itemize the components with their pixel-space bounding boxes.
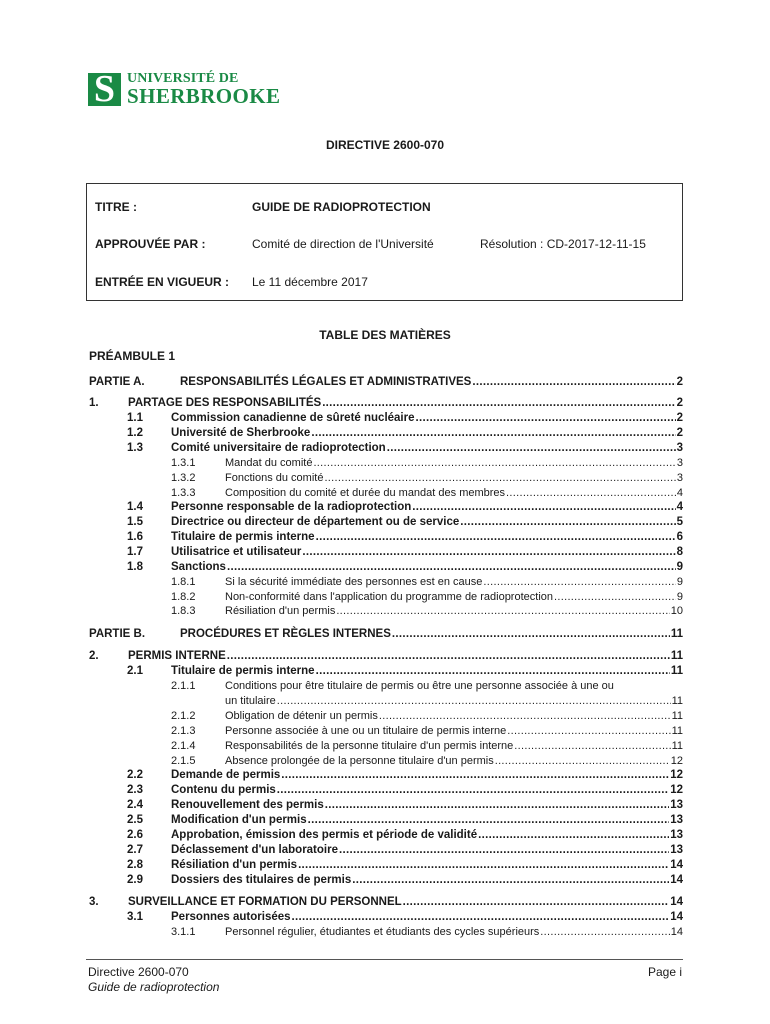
toc-entry xyxy=(89,896,683,910)
toc-dot-leader xyxy=(322,397,675,409)
titre-label: TITRE : xyxy=(95,200,137,214)
toc-entry-title: Conditions pour être titulaire de permis ou être une personne associée à une ou xyxy=(225,680,614,692)
toc-entry-page: 3 xyxy=(676,472,683,484)
toc-dot-leader xyxy=(311,427,675,439)
toc-entry xyxy=(127,427,683,441)
toc-entry xyxy=(127,814,683,828)
toc-entry xyxy=(89,628,683,642)
toc-dot-leader xyxy=(325,799,669,811)
toc-entry-title: Modification d'un permis xyxy=(171,814,307,826)
toc-entry xyxy=(171,457,683,471)
toc-entry-number: 1.3.2 xyxy=(171,472,196,484)
toc-dot-leader xyxy=(507,725,670,737)
toc-entry-number: 1.1 xyxy=(127,412,143,424)
toc-entry-title: PROCÉDURES ET RÈGLES INTERNES xyxy=(180,628,391,640)
toc-dot-leader xyxy=(277,784,669,796)
toc-entry-title: Contenu du permis xyxy=(171,784,276,796)
toc-entry xyxy=(127,412,683,426)
toc-entry-number: 2. xyxy=(89,650,99,662)
logo-mark: S xyxy=(88,73,121,106)
toc-dot-leader xyxy=(460,516,675,528)
toc-entry xyxy=(171,695,683,709)
approuvee-value: Comité de direction de l'Université xyxy=(252,237,434,251)
toc-dot-leader xyxy=(277,695,671,707)
toc-dot-leader xyxy=(379,710,671,722)
toc-entry-title: Personne responsable de la radioprotection xyxy=(171,501,412,513)
toc-entry-page: 9 xyxy=(676,561,683,573)
toc-entry-title: Titulaire de permis interne xyxy=(171,665,315,677)
toc-entry xyxy=(127,665,683,679)
toc-entry-title: Composition du comité et durée du mandat des membres xyxy=(225,487,506,499)
toc-entry-page: 14 xyxy=(670,874,683,886)
toc-entry-page: 4 xyxy=(676,501,683,513)
toc-entry-number: 1. xyxy=(89,397,99,409)
toc-dot-leader xyxy=(392,628,670,640)
toc-entry-page: 2 xyxy=(676,412,683,424)
toc-entry-number: PARTIE A. xyxy=(89,376,145,388)
toc-entry xyxy=(127,859,683,873)
toc-dot-leader xyxy=(292,911,670,923)
toc-entry xyxy=(127,784,683,798)
toc-entry-page: 11 xyxy=(670,628,683,640)
toc-entry-title: Personnel régulier, étudiantes et étudiants des cycles supérieurs xyxy=(225,926,540,938)
toc-entry-page: 11 xyxy=(671,695,683,707)
toc-entry xyxy=(171,755,683,769)
toc-entry-title: Commission canadienne de sûreté nucléaire xyxy=(171,412,415,424)
toc-entry-number: 1.3.3 xyxy=(171,487,196,499)
toc-entry-page: 9 xyxy=(676,591,683,603)
toc-entry-number: 2.1 xyxy=(127,665,143,677)
toc-dot-leader xyxy=(514,740,670,752)
toc-entry-page: 14 xyxy=(670,926,683,938)
toc-entry xyxy=(127,844,683,858)
toc-entry-title: Personnes autorisées xyxy=(171,911,291,923)
toc-entry-number: 1.5 xyxy=(127,516,143,528)
toc-dot-leader xyxy=(403,896,670,908)
toc-entry xyxy=(171,926,683,940)
toc-entry-number: 3. xyxy=(89,896,99,908)
footer-directive: Directive 2600-070 xyxy=(88,965,189,979)
toc-entry-page: 12 xyxy=(670,769,683,781)
toc-entry-page: 11 xyxy=(671,740,683,752)
toc-entry-number: 2.4 xyxy=(127,799,143,811)
toc-entry-title: Comité universitaire de radioprotection xyxy=(171,442,386,454)
toc-entry-title: Université de Sherbrooke xyxy=(171,427,311,439)
toc-entry-page: 3 xyxy=(676,457,683,469)
toc-entry-page: 2 xyxy=(676,397,683,409)
toc-dot-leader xyxy=(324,472,675,484)
toc-entry-title: Dossiers des titulaires de permis xyxy=(171,874,352,886)
toc-entry-number: 2.1.5 xyxy=(171,755,196,767)
toc-entry-number: 2.3 xyxy=(127,784,143,796)
toc-entry-number: 2.1.2 xyxy=(171,710,196,722)
toc-entry-title: Titulaire de permis interne xyxy=(171,531,315,543)
toc-entry xyxy=(171,605,683,619)
toc-dot-leader xyxy=(472,376,675,388)
toc-entry-number: 1.8.1 xyxy=(171,576,196,588)
entree-label: ENTRÉE EN VIGUEUR : xyxy=(95,275,230,289)
toc-entry-title: Non-conformité dans l'application du programme de radioprotection xyxy=(225,591,554,603)
toc-entry-number: 1.8.2 xyxy=(171,591,196,603)
toc-dot-leader xyxy=(506,487,676,499)
resolution-number: Résolution : CD-2017-12-11-15 xyxy=(480,237,646,251)
toc-entry-number: 3.1 xyxy=(127,911,143,923)
toc-dot-leader xyxy=(339,844,669,856)
toc-dot-leader xyxy=(281,769,669,781)
toc-entry xyxy=(89,650,683,664)
toc-dot-leader xyxy=(298,859,669,871)
toc-entry-title: PERMIS INTERNE xyxy=(128,650,226,662)
titre-value: GUIDE DE RADIOPROTECTION xyxy=(252,200,431,214)
toc-entry-page: 14 xyxy=(670,896,683,908)
toc-dot-leader xyxy=(316,665,670,677)
toc-entry-page: 11 xyxy=(671,725,683,737)
toc-entry xyxy=(171,487,683,501)
toc-entry-number: 2.9 xyxy=(127,874,143,886)
toc-entry-title: Obligation de détenir un permis xyxy=(225,710,378,722)
toc-entry-page: 4 xyxy=(676,487,683,499)
toc-dot-leader xyxy=(412,501,675,513)
toc-entry xyxy=(127,829,683,843)
toc-entry xyxy=(127,769,683,783)
toc-entry-page: 6 xyxy=(676,531,683,543)
toc-entry xyxy=(127,911,683,925)
toc-entry-page: 13 xyxy=(670,814,683,826)
toc-entry xyxy=(127,531,683,545)
toc-entry-title: Renouvellement des permis xyxy=(171,799,324,811)
toc-entry xyxy=(171,472,683,486)
toc-entry-number: 1.7 xyxy=(127,546,143,558)
toc-entry-number: 1.8.3 xyxy=(171,605,196,617)
toc-entry-page: 12 xyxy=(670,784,683,796)
toc-entry-title: Déclassement d'un laboratoire xyxy=(171,844,338,856)
toc-entry-number: 3.1.1 xyxy=(171,926,196,938)
toc-entry-number: 2.1.4 xyxy=(171,740,196,752)
toc-entry xyxy=(89,376,683,390)
toc-entry-page: 14 xyxy=(670,911,683,923)
toc-entry-number: 2.8 xyxy=(127,859,143,871)
toc-entry-page: 2 xyxy=(676,427,683,439)
toc-entry-number: 1.3.1 xyxy=(171,457,196,469)
toc-entry xyxy=(127,874,683,888)
toc-entry xyxy=(127,516,683,530)
toc-entry xyxy=(171,591,683,605)
toc-dot-leader xyxy=(387,442,676,454)
toc-entry-title: SURVEILLANCE ET FORMATION DU PERSONNEL xyxy=(128,896,402,908)
toc-dot-leader xyxy=(483,576,675,588)
university-logo xyxy=(88,72,280,107)
page-number: Page i xyxy=(648,965,683,979)
toc-entry-page: 11 xyxy=(671,710,683,722)
toc-entry xyxy=(171,725,683,739)
logo-wordmark: UNIVERSITÉ DE SHERBROOKE xyxy=(127,71,281,108)
footer-guide-title: Guide de radioprotection xyxy=(88,980,220,994)
toc-entry-page: 11 xyxy=(670,665,683,677)
toc-dot-leader xyxy=(313,457,675,469)
toc-entry-number: 2.5 xyxy=(127,814,143,826)
toc-heading: TABLE DES MATIÈRES xyxy=(319,328,451,342)
toc-entry-page: 2 xyxy=(676,376,683,388)
toc-entry-number: 2.1.3 xyxy=(171,725,196,737)
toc-entry-number: 2.2 xyxy=(127,769,143,781)
directive-number: DIRECTIVE 2600-070 xyxy=(325,138,445,152)
toc-entry-number: 1.2 xyxy=(127,427,143,439)
toc-entry-title: Directrice ou directeur de département ou de service xyxy=(171,516,460,528)
toc-entry-page: 11 xyxy=(670,650,683,662)
toc-dot-leader xyxy=(478,829,669,841)
toc-entry-page: 3 xyxy=(676,442,683,454)
toc-entry-page: 14 xyxy=(670,859,683,871)
toc-entry-page: 5 xyxy=(676,516,683,528)
toc-entry xyxy=(171,740,683,754)
toc-entry-title: un titulaire xyxy=(225,695,276,707)
toc-dot-leader xyxy=(302,546,675,558)
toc-entry-title: Approbation, émission des permis et période de validité xyxy=(171,829,478,841)
toc-entry-number: 2.6 xyxy=(127,829,143,841)
toc-dot-leader xyxy=(227,561,676,573)
toc-entry-title: Responsabilités de la personne titulaire d'un permis interne xyxy=(225,740,514,752)
toc-entry xyxy=(127,442,683,456)
toc-dot-leader xyxy=(540,926,669,938)
toc-entry-title: Absence prolongée de la personne titulaire d'un permis xyxy=(225,755,494,767)
toc-entry xyxy=(171,680,683,694)
toc-dot-leader xyxy=(352,874,669,886)
toc-entry-title: Si la sécurité immédiate des personnes est en cause xyxy=(225,576,483,588)
toc-entry-page: 12 xyxy=(670,755,683,767)
toc-entry-page: 13 xyxy=(670,829,683,841)
toc-entry xyxy=(89,397,683,411)
toc-entry-title: Personne associée à une ou un titulaire de permis interne xyxy=(225,725,507,737)
toc-entry-number: 1.8 xyxy=(127,561,143,573)
toc-entry-title: Résiliation d'un permis xyxy=(171,859,298,871)
toc-entry xyxy=(127,799,683,813)
toc-entry-number: 1.6 xyxy=(127,531,143,543)
toc-dot-leader xyxy=(308,814,670,826)
approuvee-label: APPROUVÉE PAR : xyxy=(95,237,206,251)
toc-dot-leader xyxy=(316,531,676,543)
toc-dot-leader xyxy=(227,650,670,662)
toc-entry-title: Demande de permis xyxy=(171,769,281,781)
toc-dot-leader xyxy=(336,605,669,617)
toc-entry-page: 13 xyxy=(670,799,683,811)
footer-divider xyxy=(86,959,683,960)
toc-entry-title: Sanctions xyxy=(171,561,226,573)
toc-entry xyxy=(127,546,683,560)
toc-entry-number: 1.3 xyxy=(127,442,143,454)
toc-entry xyxy=(171,576,683,590)
toc-entry-title: Mandat du comité xyxy=(225,457,313,469)
entree-value: Le 11 décembre 2017 xyxy=(252,275,368,289)
toc-dot-leader xyxy=(554,591,676,603)
toc-entry xyxy=(127,561,683,575)
toc-dot-leader xyxy=(416,412,676,424)
toc-entry-title: Utilisatrice et utilisateur xyxy=(171,546,302,558)
toc-entry-page: 9 xyxy=(676,576,683,588)
toc-preambule: PRÉAMBULE 1 xyxy=(89,349,176,363)
toc-entry-title: RESPONSABILITÉS LÉGALES ET ADMINISTRATIVES xyxy=(180,376,472,388)
toc-entry-title: Résiliation d'un permis xyxy=(225,605,336,617)
toc-entry-number: 2.1.1 xyxy=(171,680,196,692)
toc-entry xyxy=(127,501,683,515)
toc-entry-page: 13 xyxy=(670,844,683,856)
toc-entry-title: PARTAGE DES RESPONSABILITÉS xyxy=(128,397,322,409)
toc-entry-page: 8 xyxy=(676,546,683,558)
toc-entry-page: 10 xyxy=(670,605,683,617)
toc-dot-leader xyxy=(495,755,670,767)
toc-entry-number: 1.4 xyxy=(127,501,143,513)
toc-entry-number: 2.7 xyxy=(127,844,143,856)
toc-entry-title: Fonctions du comité xyxy=(225,472,324,484)
toc-entry-number: PARTIE B. xyxy=(89,628,146,640)
toc-entry xyxy=(171,710,683,724)
